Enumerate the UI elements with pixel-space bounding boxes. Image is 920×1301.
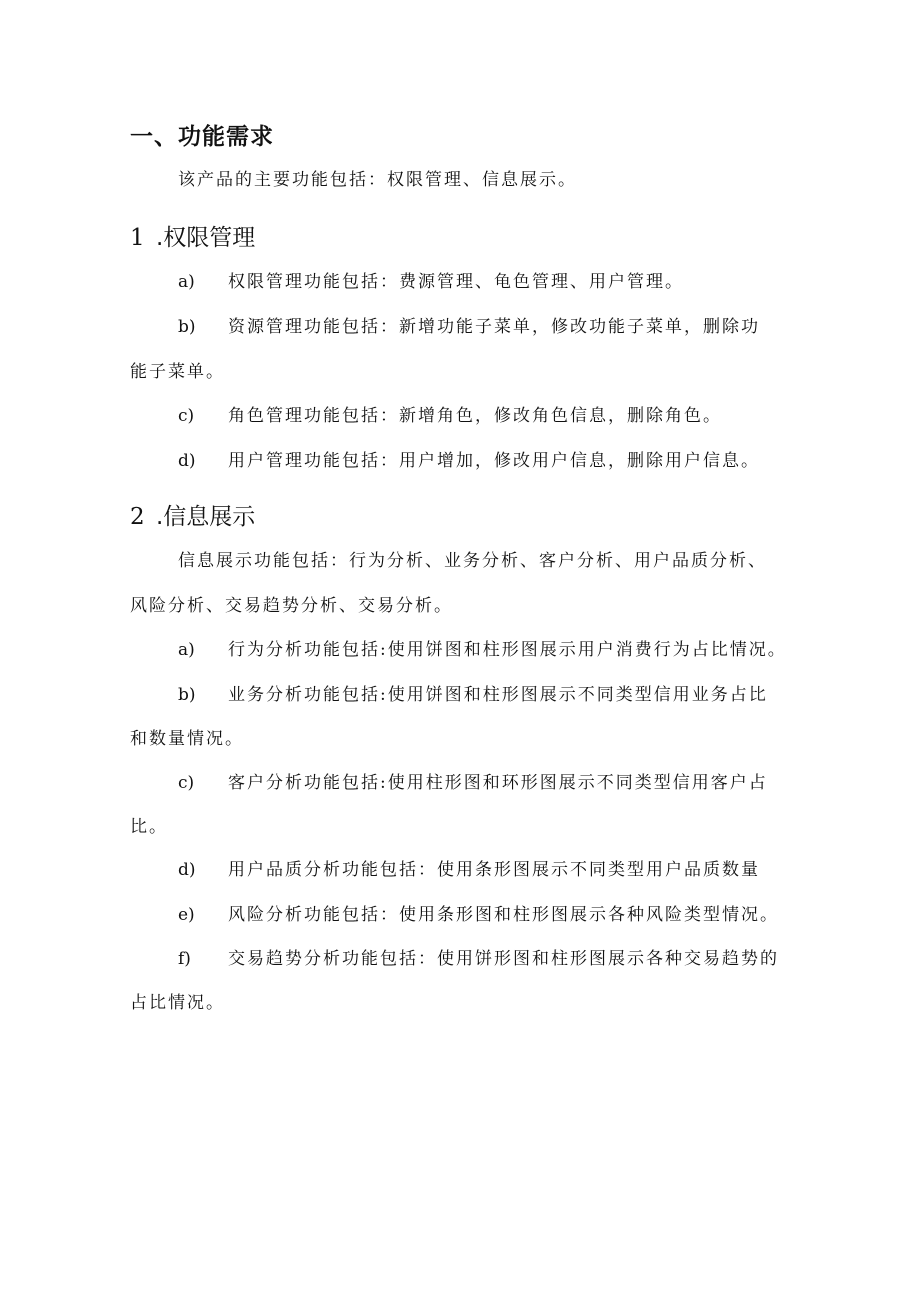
list-item (178, 315, 760, 339)
list-item-text: 风险分析功能包括：使用条形图和柱形图展示各种风险类型情况。 (228, 905, 779, 925)
subsection-heading-permissions (130, 219, 255, 252)
section-intro-line: 信息展示功能包括：行为分析、业务分析、客户分析、用户品质分析、 (178, 551, 767, 571)
list-item-text: 业务分析功能包括:使用饼图和柱形图展示不同类型信用业务占比 (228, 685, 768, 705)
section-heading: 一、功能需求 (130, 124, 274, 150)
list-item-text: 交易趋势分析功能包括：使用饼形图和柱形图展示各种交易趋势的 (228, 949, 779, 969)
list-item (178, 449, 760, 473)
list-item-continuation: 比。 (130, 817, 168, 837)
list-marker: a) (178, 640, 195, 660)
list-marker: c) (178, 406, 195, 426)
list-item (178, 903, 779, 927)
subsection-title: .信息展示 (156, 504, 256, 530)
list-item-text: 用户管理功能包括：用户增加，修改用户信息，删除用户信息。 (228, 451, 760, 471)
list-item (178, 638, 787, 662)
list-item-text: 用户品质分析功能包括：使用条形图展示不同类型用户品质数量 (228, 860, 760, 880)
subsection-number: 2 (130, 504, 145, 530)
subsection-number: 1 (130, 225, 145, 251)
subsection-heading-info-display (130, 498, 255, 531)
list-marker: b) (178, 685, 196, 705)
list-item-continuation: 占比情况。 (130, 993, 225, 1013)
list-item (178, 404, 722, 428)
list-marker: f) (178, 949, 191, 969)
list-marker: b) (178, 317, 196, 337)
list-item (178, 683, 768, 707)
intro-paragraph: 该产品的主要功能包括：权限管理、信息展示。 (178, 170, 577, 190)
list-item (178, 858, 760, 882)
list-item (178, 947, 779, 971)
list-item-text: 资源管理功能包括：新增功能子菜单，修改功能子菜单，删除功 (228, 317, 760, 337)
list-marker: e) (178, 905, 195, 925)
list-item-continuation: 和数量情况。 (130, 729, 244, 749)
list-marker: c) (178, 773, 195, 793)
list-item-text: 行为分析功能包括:使用饼图和柱形图展示用户消费行为占比情况。 (228, 640, 787, 660)
list-marker: d) (178, 451, 196, 471)
list-item (178, 270, 684, 294)
section-intro-line: 风险分析、交易趋势分析、交易分析。 (130, 596, 453, 616)
list-item-text: 客户分析功能包括:使用柱形图和环形图展示不同类型信用客户占 (228, 773, 768, 793)
list-item-text: 权限管理功能包括：费源管理、龟色管理、用户管理。 (228, 272, 684, 292)
list-marker: d) (178, 860, 196, 880)
subsection-title: .权限管理 (156, 225, 256, 251)
list-item (178, 771, 768, 795)
list-item-continuation: 能子菜单。 (130, 362, 225, 382)
list-marker: a) (178, 272, 195, 292)
list-item-text: 角色管理功能包括：新增角色，修改角色信息，删除角色。 (228, 406, 722, 426)
